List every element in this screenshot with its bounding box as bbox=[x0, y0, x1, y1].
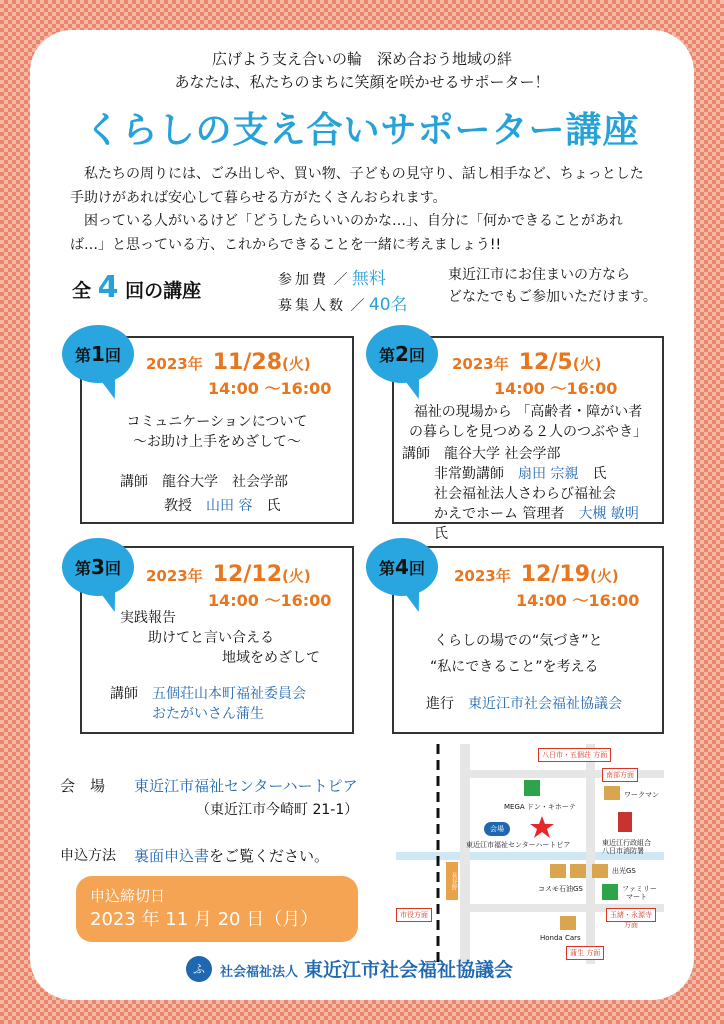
audience-line-2: どなたでもご参加いただけます。 bbox=[448, 289, 657, 305]
intro-line-1: 私たちの周りには、ごみ出しや、買い物、子どもの見守り、話し相手など、ちょっとした bbox=[70, 166, 644, 182]
session-2-time: 14:00 ～16:00 bbox=[494, 379, 618, 398]
count-number: 4 bbox=[97, 270, 119, 305]
session-count bbox=[72, 270, 201, 305]
deadline-label: 申込締切日 bbox=[90, 887, 166, 905]
footer-organization: 社会福祉法人 東近江市社会福祉協議会 bbox=[220, 959, 514, 981]
slash: ／ bbox=[350, 298, 365, 314]
session-1-badge: 第1回 bbox=[62, 325, 134, 383]
session-4-facilitator: 進行 東近江市社会福祉協議会 bbox=[426, 696, 622, 712]
session-3-lecturers: 講師 五個荘山本町福祉委員会 おたがいさん蒲生 bbox=[110, 686, 306, 722]
apply-form-link[interactable]: 裏面申込書 bbox=[134, 847, 210, 865]
session-3-badge: 第3回 bbox=[62, 538, 134, 596]
session-4-topic: くらしの場での“気づき”と “私にできること”を考える bbox=[430, 633, 603, 675]
deadline-box bbox=[76, 876, 358, 942]
fee-label: 参加費 bbox=[278, 272, 329, 288]
apply-label: 申込方法 bbox=[60, 848, 116, 864]
session-2-topic: 福祉の現場から 「高齢者・障がい者 の暮らしを見つめる２人のつぶやき」 bbox=[409, 404, 647, 440]
intro-line-2: 手助けがあれば安心して暮らせる方がたくさんおられます。 bbox=[70, 189, 447, 206]
session-1-date: 2023年 11/28(火) bbox=[146, 350, 311, 375]
session-3-date: 2023年 12/12(火) bbox=[146, 562, 311, 587]
session-3-topic: 実践報告 助けてと言い合える 地域をめざして bbox=[120, 610, 320, 666]
venue-label: 会 場 bbox=[60, 777, 106, 795]
session-4-date: 2023年 12/19(火) bbox=[454, 562, 619, 587]
intro-line-4: ば…」と思っている方、これからできることを一緒に考えましょう!! bbox=[70, 236, 502, 253]
capacity-line bbox=[278, 290, 408, 315]
slash: ／ bbox=[333, 272, 348, 288]
fee-value: 無料 bbox=[351, 269, 386, 289]
session-2-badge: 第2回 bbox=[366, 325, 438, 383]
intro-text bbox=[70, 163, 670, 257]
venue-name: 東近江市福祉センターハートピア bbox=[134, 777, 358, 795]
apply-method: 裏面申込書をご覧ください。 bbox=[134, 847, 330, 865]
page-title: くらしの支え合いサポーター講座 bbox=[84, 110, 640, 151]
capacity-value: 40名 bbox=[368, 295, 408, 315]
capacity-label: 募集人数 bbox=[278, 298, 346, 314]
session-4-badge: 第4回 bbox=[366, 538, 438, 596]
venue-address: （東近江市今崎町 21-1） bbox=[196, 802, 359, 818]
organization-logo: ふ bbox=[186, 956, 212, 982]
audience bbox=[448, 264, 657, 308]
tagline-2: あなたは、私たちのまちに笑顔を咲かせるサポーター！ bbox=[174, 73, 550, 91]
session-1-lecturer: 講師 龍谷大学 社会学部 教授 山田 容 氏 bbox=[120, 474, 288, 514]
count-suffix: 回の講座 bbox=[125, 280, 202, 302]
count-prefix: 全 bbox=[72, 280, 92, 302]
deadline-date: 2023 年 11 月 20 日（月） bbox=[90, 909, 319, 930]
session-1-topic: コミュニケーションについて ～お助け上手をめざして～ bbox=[126, 414, 308, 450]
session-4-time: 14:00 ～16:00 bbox=[516, 591, 640, 610]
session-3-time: 14:00 ～16:00 bbox=[208, 591, 332, 610]
intro-line-3: 困っている人がいるけど「どうしたらいいのかな…」、自分に「何かできることがあれ bbox=[70, 213, 623, 229]
fee-line bbox=[278, 264, 386, 289]
session-2-lecturers: 講師 龍谷大学 社会学部 非常勤講師 扇田 宗親 氏 社会福祉法人さわらび福祉会 かえでホーム 管理者 大槻 敏明 氏 bbox=[402, 446, 639, 542]
access-map: 八日市・五個荘 方面 南部方面 MEGA ドン・キホーテ ワークマン 会場 東近江市福祉センターハートピア 東近江行政組合 八日市消防署 長谷野 出光GS コスモ石油GS ファミリー マート 市役方面 Honda Cars 玉緒・永源寺 方面 蒲生 方面 bbox=[396, 744, 664, 964]
session-1-time: 14:00 ～16:00 bbox=[208, 379, 332, 398]
session-2-date: 2023年 12/5(火) bbox=[452, 350, 602, 375]
audience-line-1: 東近江市にお住まいの方なら bbox=[448, 267, 630, 283]
tagline-1: 広げよう支え合いの輪 深め合おう地域の絆 bbox=[211, 50, 512, 68]
